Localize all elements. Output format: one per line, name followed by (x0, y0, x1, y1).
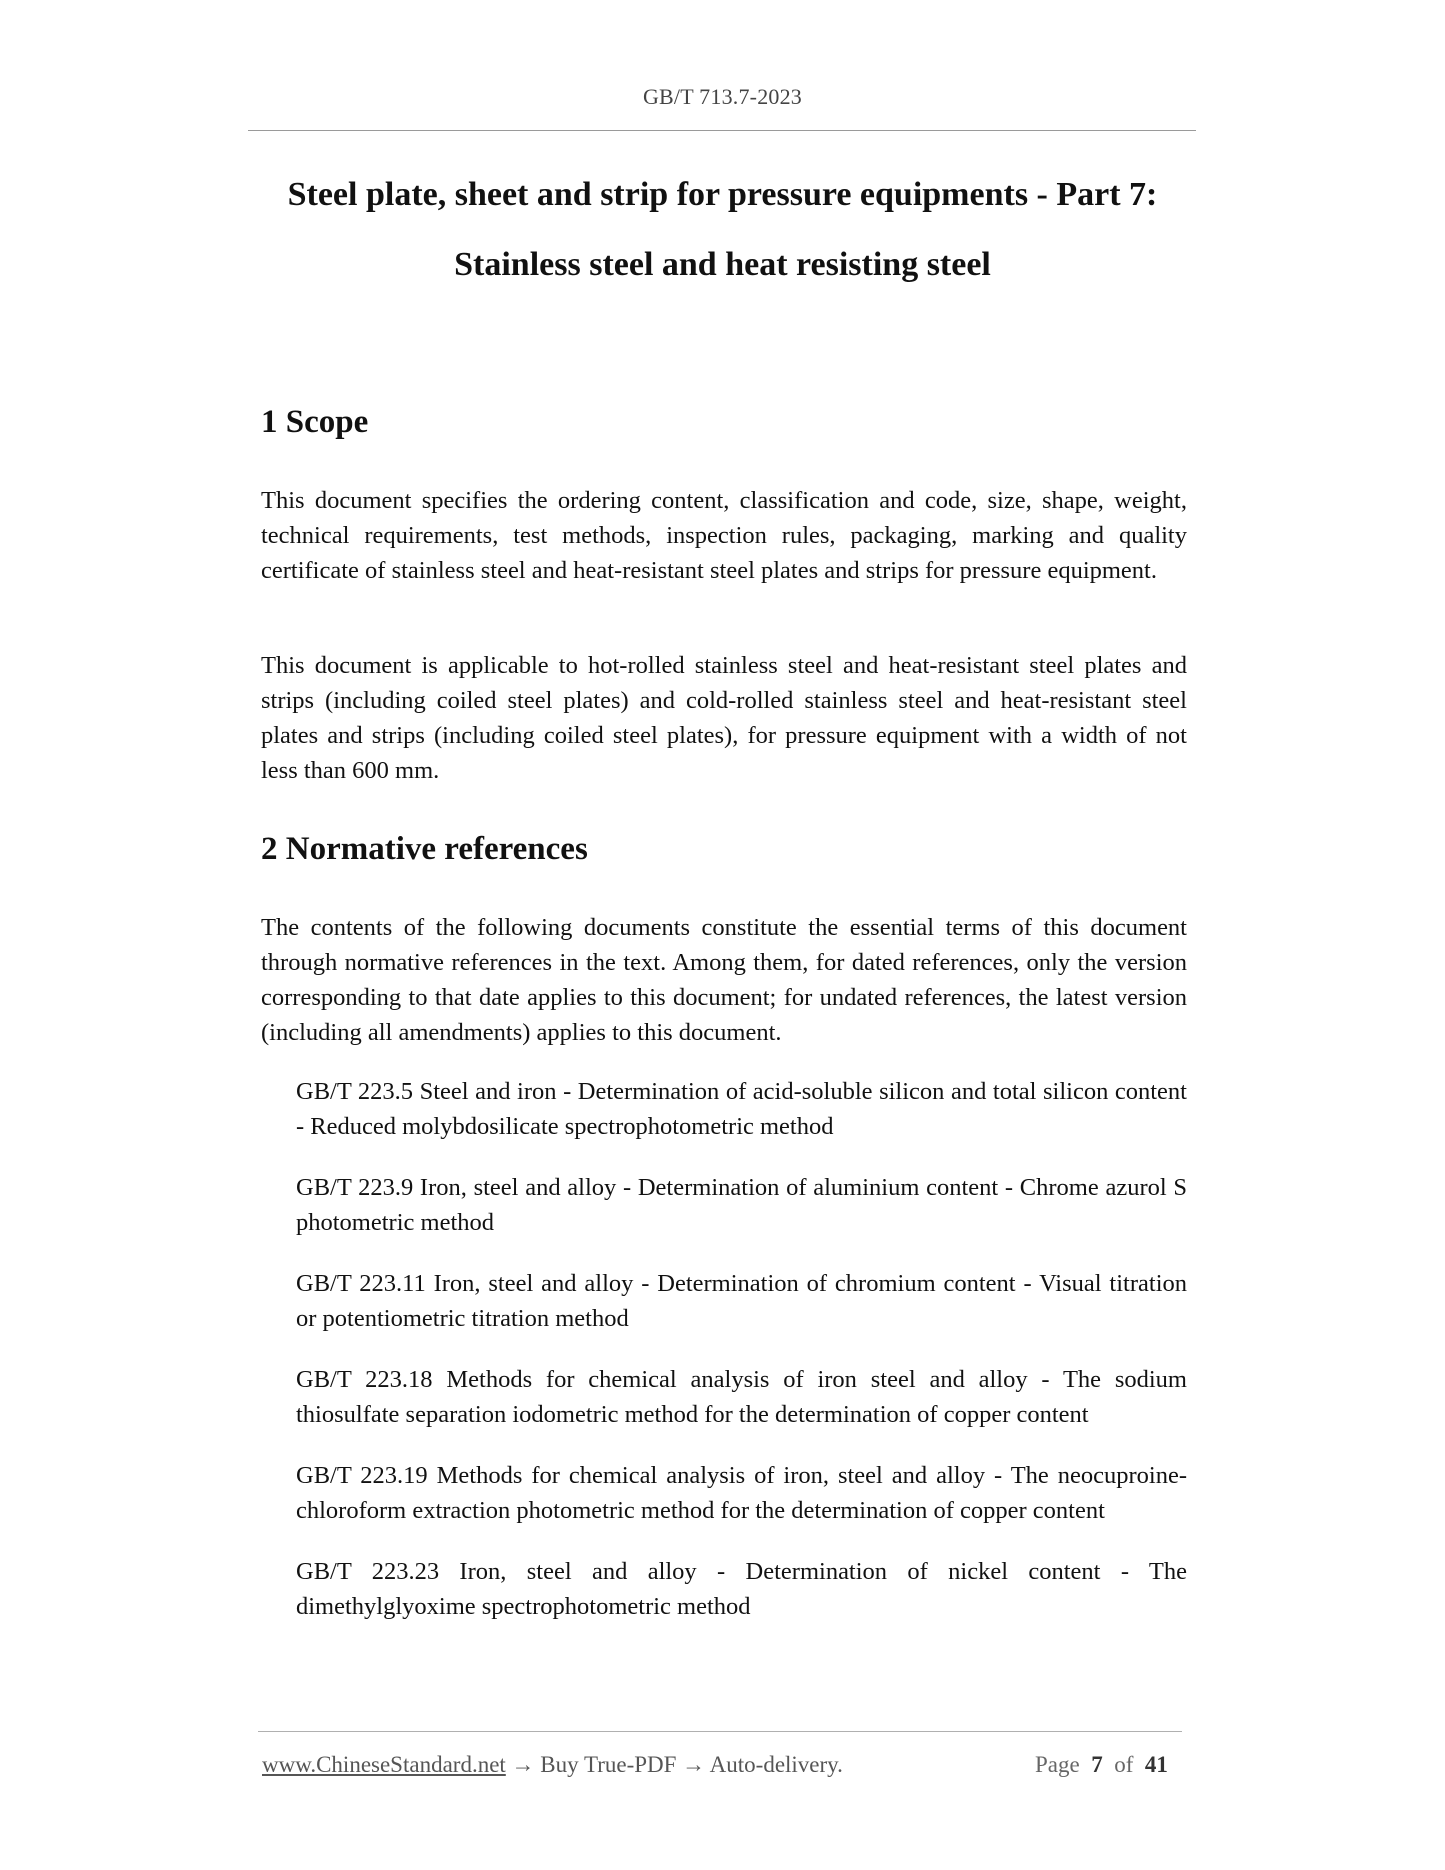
reference-item: GB/T 223.18 Methods for chemical analysis of iron steel and alloy - The sodium thiosulfate separation iodometric method for the determination of copper content (296, 1366, 1187, 1428)
document-title-line-2: Stainless steel and heat resisting steel (454, 246, 991, 283)
normative-references-heading: 2 Normative references (261, 831, 588, 867)
reference-item: GB/T 223.5 Steel and iron - Determination of acid-soluble silicon and total silicon content - Reduced molybdosilicate spectrophotometric method (296, 1078, 1187, 1140)
reference-item: GB/T 223.19 Methods for chemical analysis of iron, steel and alloy - The neocuproine-chloroform extraction photometric method for the determination of copper content (296, 1462, 1187, 1524)
reference-list (296, 1074, 1187, 1650)
normative-references-intro: The contents of the following documents constitute the essential terms of this document through normative references in the text. Among them, for dated references, only the version corresponding to that date applies to this document; for undated references, the latest version (including all amendments) applies to this document. (261, 914, 1187, 1046)
page-word: Page (1035, 1752, 1080, 1777)
document-title-line-1: Steel plate, sheet and strip for pressure equipments - Part 7: (287, 176, 1158, 213)
header-divider (248, 130, 1196, 131)
page-total-number: 41 (1144, 1752, 1168, 1777)
reference-item: GB/T 223.11 Iron, steel and alloy - Determination of chromium content - Visual titration or potentiometric titration method (296, 1270, 1187, 1332)
footer-divider (258, 1731, 1182, 1732)
reference-item: GB/T 223.9 Iron, steel and alloy - Determination of aluminium content - Chrome azurol S photometric method (296, 1174, 1187, 1236)
footer-promo (262, 1752, 843, 1778)
reference-item: GB/T 223.23 Iron, steel and alloy - Determination of nickel content - The dimethylglyoxime spectrophotometric method (296, 1558, 1187, 1620)
footer-promo-text: → Buy True-PDF → Auto-delivery. (505, 1752, 843, 1777)
of-word: of (1114, 1752, 1134, 1777)
scope-paragraph-2: This document is applicable to hot-rolled stainless steel and heat-resistant steel plates and strips (including coiled steel plates) and cold-rolled stainless steel and heat-resistant steel plates and strips (including coiled steel plates), for pressure equipment with a width of not less than 600 mm. (261, 652, 1187, 784)
page-current-number: 7 (1091, 1752, 1103, 1777)
page-indicator (1035, 1752, 1168, 1778)
scope-heading: 1 Scope (261, 404, 369, 440)
website-link[interactable]: www.ChineseStandard.net (262, 1752, 506, 1777)
document-code-header: GB/T 713.7-2023 (642, 84, 803, 109)
scope-paragraph-1: This document specifies the ordering content, classification and code, size, shape, weight, technical requirements, test methods, inspection rules, packaging, marking and quality certificate of stainless steel and heat-resistant steel plates and strips for pressure equipment. (261, 487, 1187, 584)
